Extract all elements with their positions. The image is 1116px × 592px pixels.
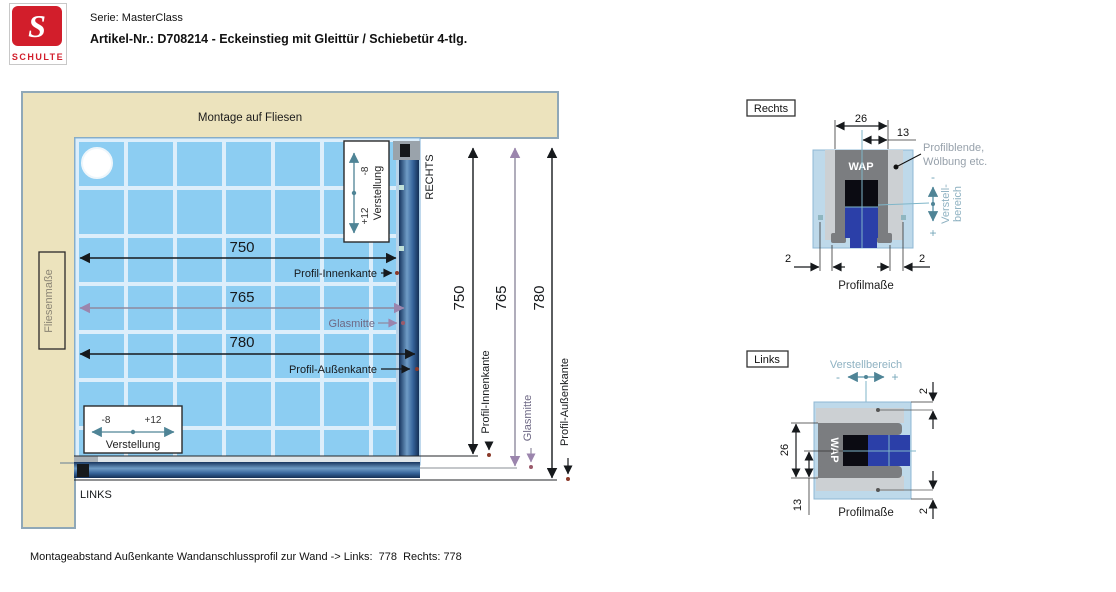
rechts-adjust-plus: + — [929, 226, 937, 240]
horizontal-wall-profile — [74, 456, 420, 478]
adjustment-box-vertical — [344, 141, 389, 242]
rechts-dim-13: 13 — [896, 127, 910, 139]
profile-left-bracket — [77, 464, 89, 477]
adjust-bottom-label: Verstellung — [105, 439, 161, 451]
logo-s-icon: S — [28, 8, 46, 44]
dim-outer-h-value: 780 — [229, 334, 255, 351]
dim-outer-v-label: Profil-Außenkante — [559, 357, 571, 447]
rechts-adjust-line1: Verstell- — [940, 184, 952, 224]
adjustment-box-horizontal — [84, 406, 182, 453]
dim-glass-h-value: 765 — [229, 289, 255, 306]
adjust-top-plus: +12 — [360, 207, 371, 225]
dim-inner-v-label: Profil-Innenkante — [480, 350, 492, 434]
detail-rechts — [747, 100, 987, 292]
links-adjust-minus: - — [836, 370, 840, 384]
detail-links — [747, 351, 933, 519]
rechts-gap-left: 2 — [784, 253, 792, 265]
rechts-dim-26: 26 — [854, 113, 868, 125]
links-dim-26: 26 — [779, 443, 791, 457]
dim-outer-v-value: 780 — [531, 285, 548, 311]
adjust-bottom-minus: -8 — [101, 415, 111, 426]
vertical-wall-profile — [393, 141, 420, 477]
wall-top-label: Montage auf Fliesen — [197, 112, 303, 124]
profile-details — [740, 95, 1110, 535]
main-diagram — [0, 80, 680, 550]
rechts-adjust-line2: bereich — [952, 185, 964, 223]
detail-rechts-title: Rechts — [753, 103, 789, 115]
right-edge-label: RECHTS — [424, 154, 436, 200]
dim-glass-h-label: Glasmitte — [328, 318, 375, 330]
links-gap-bottom: 2 — [918, 507, 930, 515]
mounting-distance-note: Montageabstand Außenkante Wandanschlussprofil zur Wand -> Links: 778 Rechts: 778 — [30, 551, 462, 563]
schulte-logo — [9, 3, 67, 65]
dim-inner-h-value: 750 — [229, 239, 255, 256]
adjust-top-label: Verstellung — [372, 165, 384, 221]
tile-highlight-circle — [82, 148, 112, 178]
rechts-wap-label: WAP — [848, 161, 874, 173]
detail-links-title: Links — [754, 354, 780, 366]
links-adjust-plus: + — [891, 370, 899, 384]
links-gap-top: 2 — [918, 387, 930, 395]
links-dim-13: 13 — [792, 498, 804, 512]
adjust-top-minus: -8 — [360, 166, 371, 176]
links-adjust-label: Verstellbereich — [829, 359, 903, 371]
bottom-edge-label: LINKS — [80, 489, 112, 501]
links-wap-label: WAP — [828, 437, 840, 463]
dim-outer-h-label: Profil-Außenkante — [288, 364, 377, 376]
rechts-note-line1: Profilblende, — [923, 142, 985, 154]
logo-brand-text: SCHULTE — [11, 52, 65, 62]
rechts-gap-right: 2 — [918, 253, 926, 265]
rechts-note-line2: Wölbung etc. — [923, 156, 988, 168]
series-label: Serie: MasterClass — [90, 12, 183, 24]
rechts-adjust-minus: - — [931, 170, 935, 184]
dim-inner-v-value: 750 — [451, 285, 468, 311]
tile-size-label: Fliesenmaße — [43, 269, 55, 333]
article-number-title: Artikel-Nr.: D708214 - Eckeinstieg mit Gleittür / Schiebetür 4-tlg. — [90, 32, 468, 46]
adjust-bottom-plus: +12 — [144, 415, 162, 426]
rechts-caption: Profilmaße — [838, 280, 894, 292]
dim-glass-v-label: Glasmitte — [522, 394, 534, 442]
dim-glass-v-value: 765 — [493, 285, 510, 311]
dim-inner-h-label: Profil-Innenkante — [293, 268, 377, 280]
links-caption: Profilmaße — [838, 507, 894, 519]
logo-red-box — [12, 6, 62, 46]
vertical-dimensions — [451, 148, 571, 481]
